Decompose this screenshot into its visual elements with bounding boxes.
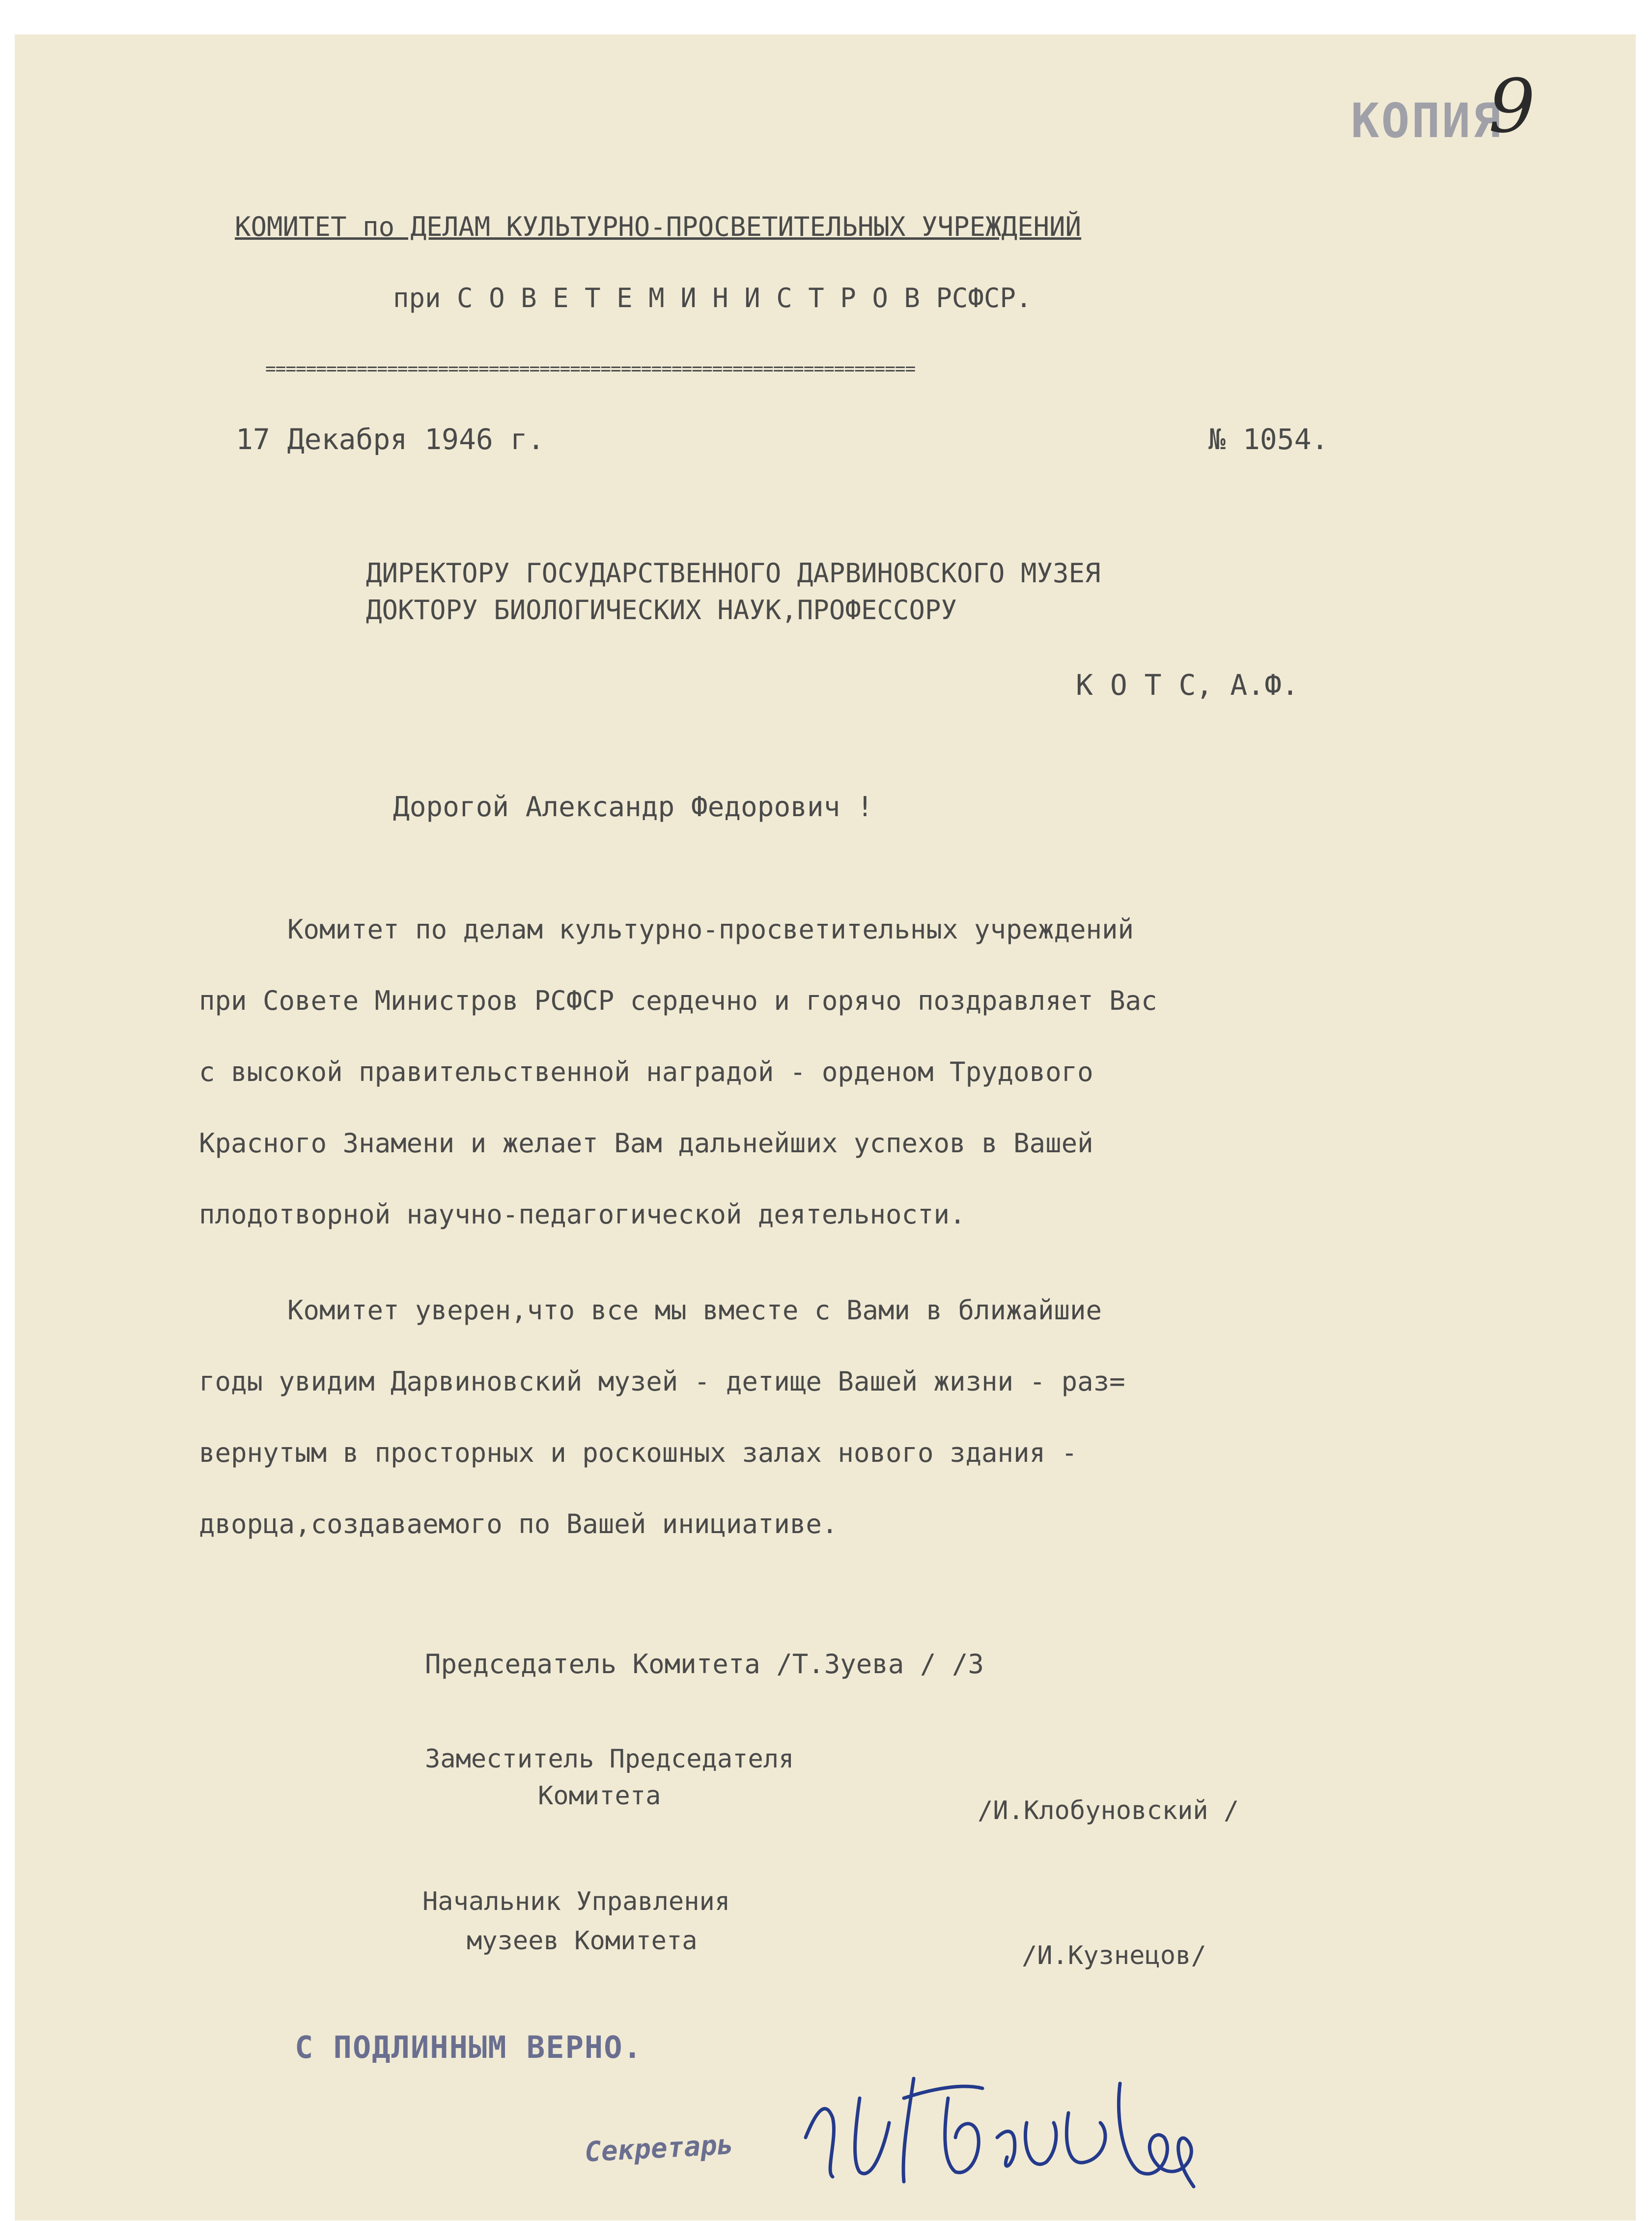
paragraph-2-line-3: вернутым в просторных и роскошных залах нового здания - — [199, 1437, 1078, 1468]
paragraph-2-line-4: дворца,создаваемого по Вашей инициативе. — [199, 1509, 838, 1539]
document-date: 17 Декабря 1946 г. — [236, 423, 545, 456]
handwritten-signature — [786, 2024, 1228, 2221]
copy-stamp: КОПИЯ — [1351, 93, 1503, 148]
head-name: /И.Кузнецов/ — [1022, 1941, 1206, 1970]
chair-signature: Председатель Комитета /Т.Зуева / /З — [425, 1649, 984, 1680]
addressee-line-3: К О Т С, А.Ф. — [1076, 668, 1299, 702]
paragraph-1-line-3: с высокой правительственной наградой - орденом Трудового — [199, 1056, 1093, 1087]
deputy-name: /И.Клобуновский / — [978, 1796, 1239, 1825]
addressee-line-2: ДОКТОРУ БИОЛОГИЧЕСКИХ НАУК,ПРОФЕССОРУ — [366, 595, 957, 626]
council-title: при С О В Е Т Е М И Н И С Т Р О В РСФСР. — [393, 283, 1032, 313]
committee-title: КОМИТЕТ по ДЕЛАМ КУЛЬТУРНО-ПРОСВЕТИТЕЛЬНЫХ УЧРЕЖДЕНИЙ — [235, 211, 1082, 242]
addressee-line-1: ДИРЕКТОРУ ГОСУДАРСТВЕННОГО ДАРВИНОВСКОГО МУЗЕЯ — [366, 558, 1101, 589]
paper-sheet — [15, 34, 1636, 2221]
head-title-line-1: Начальник Управления — [422, 1887, 730, 1916]
salutation: Дорогой Александр Федорович ! — [393, 791, 873, 823]
head-title-line-2: музеев Комитета — [467, 1926, 698, 1956]
paragraph-1-line-4: Красного Знамени и желает Вам дальнейших успехов в Вашей — [199, 1128, 1093, 1159]
paragraph-2-line-2: годы увидим Дарвиновский музей - детище Вашей жизни - раз= — [199, 1366, 1125, 1397]
deputy-title-line-2: Комитета — [538, 1781, 661, 1811]
paragraph-1-line-1: Комитет по делам культурно-просветительных учреждений — [287, 914, 1134, 945]
document-number: № 1054. — [1208, 423, 1329, 456]
page-number: 9 — [1488, 64, 1536, 149]
paragraph-1-line-5: плодотворной научно-педагогической деятельности. — [199, 1199, 966, 1230]
secretary-stamp: Секретарь — [584, 2129, 734, 2168]
paragraph-1-line-2: при Совете Министров РСФСР сердечно и горячо поздравляет Вас — [199, 985, 1157, 1016]
header-rule: ================================================================ — [265, 359, 916, 379]
certified-copy-stamp: С ПОДЛИННЫМ ВЕРНО. — [295, 2029, 643, 2065]
paragraph-2-line-1: Комитет уверен,что все мы вместе с Вами в ближайшие — [287, 1295, 1102, 1326]
deputy-title-line-1: Заместитель Председателя — [425, 1744, 794, 1774]
